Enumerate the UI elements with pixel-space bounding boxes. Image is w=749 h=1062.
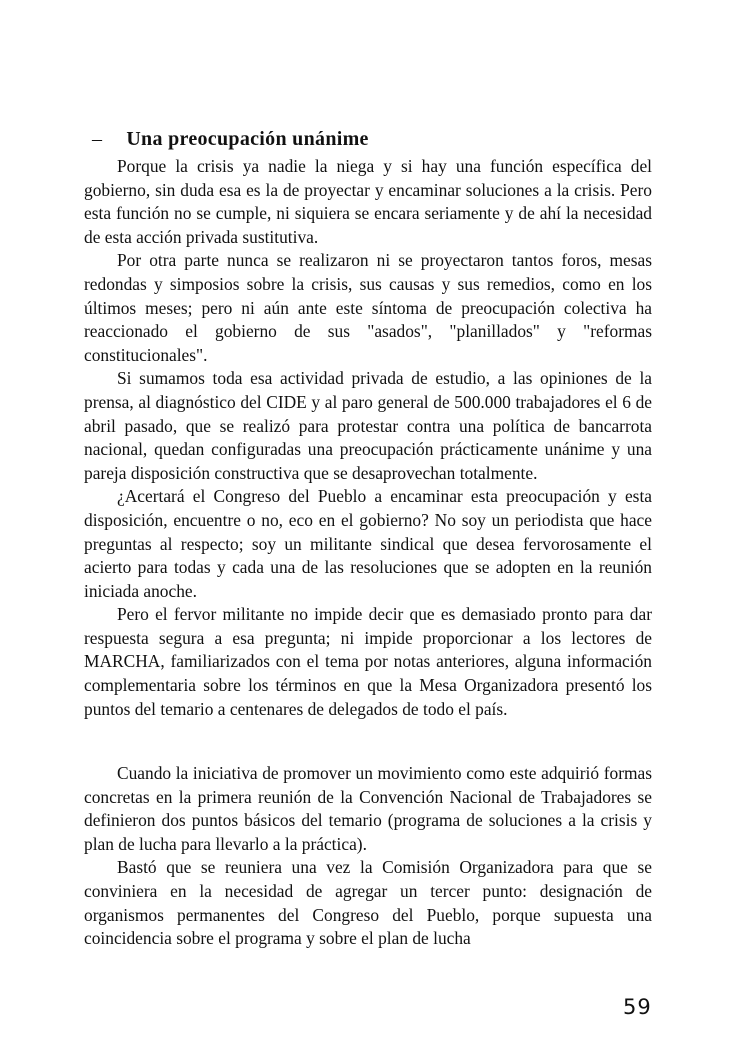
paragraph: Cuando la iniciativa de promover un movimiento como este adquirió formas concretas en la primera reunión de la Convención Nacional de Trabajadores se definieron dos puntos básicos del temario (programa de soluciones a la crisis y plan de lucha para llevarlo a la práctica). [84,763,652,854]
body-text [84,155,652,721]
paragraph: Pero el fervor militante no impide decir que es demasiado pronto para dar respuesta segura a esa pregunta; ni impide proporcionar a los lectores de MARCHA, familiarizados con el tema por notas anteriores, alguna información complementaria sobre los términos en que la Mesa Organizadora presentó los puntos del temario a centenares de delegados de todo el país. [84,604,652,719]
section-heading [92,128,369,151]
paragraph: Por otra parte nunca se realizaron ni se proyectaron tantos foros, mesas redondas y simposios sobre la crisis, sus causas y sus remedios, como en los últimos meses; pero ni aún ante este síntoma de preocupación colectiva ha reaccionado el gobierno de sus "asados", "planillados" y "reformas constitucionales". [84,250,652,365]
paragraph: Si sumamos toda esa actividad privada de estudio, a las opiniones de la prensa, al diagnóstico del CIDE y al paro general de 500.000 trabajadores el 6 de abril pasado, que se realizó para protestar contra una política de bancarrota nacional, quedan configuradas una preocupación prácticamente unánime y una pareja disposición constructiva que se desaprovechan totalmente. [84,368,652,483]
paragraph: ¿Acertará el Congreso del Pueblo a encaminar esta preocupación y esta disposición, encuentre o no, eco en el gobierno? No soy un periodista que hace preguntas al respecto; soy un militante sindical que desea fervorosamente el acierto para todas y cada una de las resoluciones que se adopten en la reunión iniciada anoche. [84,486,652,601]
paragraph: Porque la crisis ya nadie la niega y si hay una función específica del gobierno, sin duda esa es la de proyectar y encaminar soluciones a la crisis. Pero esta función no se cumple, ni siquiera se encara seriamente y de ahí la necesidad de esta acción privada sustitutiva. [84,156,652,247]
body-text-continued [84,762,652,951]
heading-dash: – [92,128,103,150]
section-title: Una preocupación unánime [126,128,369,150]
paragraph: Bastó que se reuniera una vez la Comisión Organizadora para que se conviniera en la necesidad de agregar un tercer punto: designación de organismos permanentes del Congreso del Pueblo, porque supuesta una coincidencia sobre el programa y sobre el plan de lucha [84,857,652,949]
page-number: 59 [623,995,652,1019]
